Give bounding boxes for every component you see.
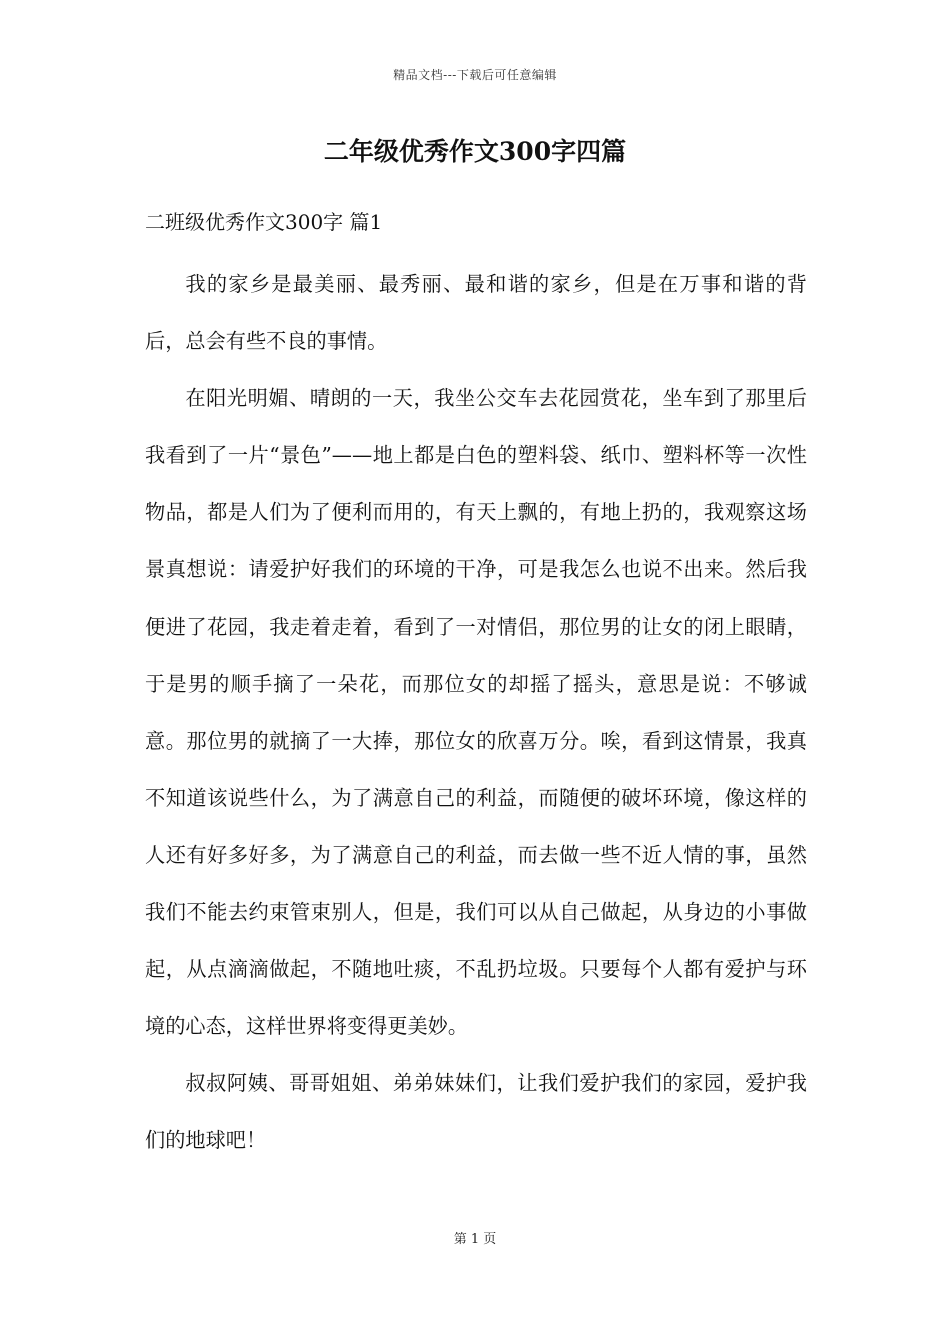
document-title: 二年级优秀作文300字四篇	[323, 137, 627, 166]
page-number: 第 1 页	[453, 1232, 497, 1247]
paragraph-1: 我的家乡是最美丽、最秀丽、最和谐的家乡，但是在万事和谐的背后，总会有些不良的事情。	[145, 272, 807, 354]
paragraph-2: 在阳光明媚、晴朗的一天，我坐公交车去花园赏花，坐车到了那里后我看到了一片“景色”——地上都是白色的塑料袋、纸巾、塑料杯等一次性物品，都是人们为了便利而用的，有天上飘的，有地上扔的，我观察这场景真想说：请爱护好我们的环境的干净，可是我怎么也说不出来。然后我便进了花园，我走着走着，看到了一对情侣，那位男的让女的闭上眼睛，于是男的顺手摘了一朵花，而那位女的却摇了摇头，意思是说：不够诚意。那位男的就摘了一大捧，那位女的欣喜万分。唉，看到这情景，我真不知道该说些什么，为了满意自己的利益，而随便的破坏环境，像这样的人还有好多好多，为了满意自己的利益，而去做一些不近人情的事，虽然我们不能去约束管束别人，但是，我们可以从自己做起，从身边的小事做起，从点滴滴做起，不随地吐痰，不乱扔垃圾。只要每个人都有爱护与环境的心态，这样世界将变得更美妙。	[145, 386, 807, 1039]
essay-body	[145, 256, 807, 1170]
paragraph-3: 叔叔阿姨、哥哥姐姐、弟弟妹妹们，让我们爱护我们的家园，爱护我们的地球吧！	[145, 1071, 807, 1153]
header-note: 精品文档---下载后可任意编辑	[393, 68, 557, 82]
section-heading: 二班级优秀作文300字 篇1	[145, 210, 383, 234]
